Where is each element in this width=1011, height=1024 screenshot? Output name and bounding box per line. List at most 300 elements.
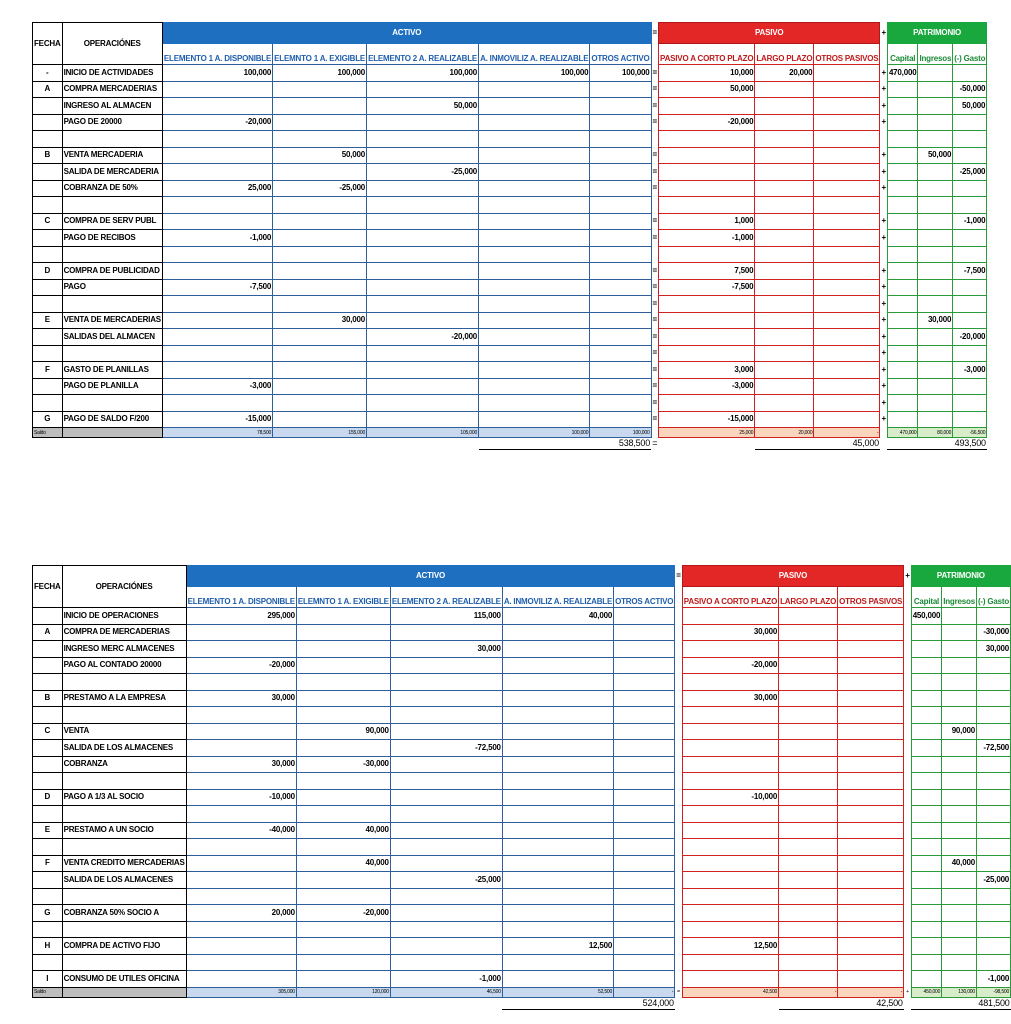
plus-sign	[904, 707, 911, 724]
activo-cell	[367, 296, 479, 313]
patrimonio-cell	[911, 855, 942, 872]
table-row	[33, 362, 987, 379]
patrimonio-cell	[887, 362, 918, 379]
plus-sign	[904, 855, 911, 872]
pasivo-cell: -3,000	[659, 378, 755, 395]
activo-cell	[296, 641, 390, 658]
operaciones-header: OPERACIÓNES	[62, 566, 186, 608]
patrimonio-cell	[976, 855, 1010, 872]
equals-sign: =	[652, 282, 658, 292]
activo-cell	[273, 329, 367, 346]
table-row	[33, 872, 1011, 889]
patrimonio-cell: 470,000	[887, 65, 918, 82]
operation-cell	[62, 806, 186, 823]
patrimonio-cell: -20,000	[953, 329, 987, 346]
activo-cell	[162, 329, 272, 346]
operation-cell: INGRESO AL ALMACEN	[62, 98, 162, 115]
patrimonio-cell	[942, 888, 977, 905]
patrimonio-cell	[976, 690, 1010, 707]
activo-cell	[502, 773, 613, 790]
activo-cell	[479, 312, 590, 329]
activo-cell	[502, 806, 613, 823]
table-row	[33, 345, 987, 362]
equals-sign: =	[652, 348, 658, 358]
activo-cell	[367, 279, 479, 296]
table-row	[33, 839, 1011, 856]
pasivo-cell	[838, 740, 904, 757]
fecha-cell	[33, 378, 63, 395]
pasivo-column-header: OTROS PASIVOS	[838, 587, 904, 608]
plus-sign	[880, 246, 887, 263]
saldo-label: Saldo	[33, 428, 63, 438]
patrimonio-cell	[976, 954, 1010, 971]
equals-sign: =	[676, 571, 681, 580]
activo-cell	[614, 608, 675, 625]
patrimonio-cell: -1,000	[953, 213, 987, 230]
fecha-cell	[33, 131, 63, 148]
table-row	[33, 905, 1011, 922]
activo-title: ACTIVO	[162, 23, 651, 44]
activo-cell	[502, 641, 613, 658]
activo-cell: -10,000	[186, 789, 296, 806]
equals-sign	[675, 773, 682, 790]
patrimonio-cell	[887, 213, 918, 230]
plus-sign: +	[881, 315, 886, 325]
activo-cell	[390, 723, 502, 740]
activo-cell	[162, 197, 272, 214]
equals-sign	[675, 756, 682, 773]
activo-cell	[590, 114, 651, 131]
activo-cell	[296, 690, 390, 707]
pasivo-cell	[779, 756, 838, 773]
pasivo-cell: 50,000	[659, 81, 755, 98]
table-row	[33, 230, 987, 247]
saldo-row	[33, 987, 1011, 997]
activo-cell	[502, 690, 613, 707]
pasivo-cell	[659, 329, 755, 346]
activo-cell	[273, 411, 367, 428]
activo-cell: 30,000	[390, 641, 502, 658]
equals-sign	[675, 997, 682, 1009]
table-row	[33, 822, 1011, 839]
patrimonio-column-header: Capital	[911, 587, 942, 608]
operation-cell: GASTO DE PLANILLAS	[62, 362, 162, 379]
activo-cell	[390, 789, 502, 806]
pasivo-cell	[814, 395, 880, 412]
activo-column-header: ELEMNTO 1 A. EXIGIBLE	[296, 587, 390, 608]
activo-cell	[162, 147, 272, 164]
activo-cell	[367, 312, 479, 329]
patrimonio-title: PATRIMONIO	[887, 23, 986, 44]
activo-cell	[614, 740, 675, 757]
equals-sign: =	[652, 84, 658, 94]
equals-sign	[675, 723, 682, 740]
activo-cell	[273, 263, 367, 280]
pasivo-cell	[682, 641, 778, 658]
pasivo-cell	[779, 740, 838, 757]
patrimonio-cell	[918, 345, 953, 362]
plus-sign	[904, 674, 911, 691]
patrimonio-cell	[976, 806, 1010, 823]
equals-sign: =	[652, 216, 658, 226]
table-row	[33, 263, 987, 280]
table-row	[33, 312, 987, 329]
plus-sign: +	[881, 331, 886, 341]
fecha-cell: F	[33, 362, 63, 379]
fecha-cell	[33, 279, 63, 296]
pasivo-cell	[814, 312, 880, 329]
pasivo-cell	[814, 263, 880, 280]
patrimonio-cell	[976, 905, 1010, 922]
pasivo-cell	[838, 707, 904, 724]
operation-cell	[62, 395, 162, 412]
activo-cell	[162, 263, 272, 280]
fecha-cell	[33, 773, 63, 790]
equals-sign: =	[652, 315, 658, 325]
patrimonio-cell	[942, 756, 977, 773]
patrimonio-cell	[918, 263, 953, 280]
operation-cell: COMPRA DE ACTIVO FIJO	[62, 938, 186, 955]
saldo-activo: 46,500	[390, 987, 502, 997]
operation-cell	[62, 197, 162, 214]
pasivo-cell: 3,000	[659, 362, 755, 379]
table-row	[33, 81, 987, 98]
equals-sign: =	[652, 150, 658, 160]
patrimonio-cell	[942, 905, 977, 922]
activo-title: ACTIVO	[186, 566, 675, 587]
patrimonio-cell	[887, 279, 918, 296]
activo-cell	[590, 131, 651, 148]
operation-cell	[62, 773, 186, 790]
activo-cell	[390, 690, 502, 707]
activo-cell	[273, 296, 367, 313]
pasivo-cell	[755, 114, 814, 131]
activo-cell	[273, 98, 367, 115]
activo-cell	[479, 395, 590, 412]
pasivo-cell	[838, 872, 904, 889]
plus-sign	[904, 690, 911, 707]
pasivo-cell: 7,500	[659, 263, 755, 280]
patrimonio-cell	[942, 641, 977, 658]
fecha-cell	[33, 888, 63, 905]
activo-cell	[186, 872, 296, 889]
table-row	[33, 888, 1011, 905]
pasivo-cell	[659, 345, 755, 362]
pasivo-cell	[659, 296, 755, 313]
activo-cell	[614, 756, 675, 773]
patrimonio-cell	[911, 954, 942, 971]
activo-cell	[479, 362, 590, 379]
operation-cell	[62, 246, 162, 263]
activo-total: 524,000	[502, 997, 674, 1009]
plus-sign: +	[881, 67, 886, 77]
fecha-cell	[33, 806, 63, 823]
activo-column-header: ELEMNTO 1 A. EXIGIBLE	[273, 44, 367, 65]
table-row	[33, 740, 1011, 757]
equals-sign: =	[652, 183, 658, 193]
activo-cell: 90,000	[296, 723, 390, 740]
patrimonio-cell	[887, 147, 918, 164]
ledger-table	[32, 22, 987, 450]
activo-cell	[502, 789, 613, 806]
plus-sign	[904, 921, 911, 938]
patrimonio-cell	[911, 839, 942, 856]
activo-column-header: ELEMENTO 1 A. DISPONIBLE	[162, 44, 272, 65]
pasivo-cell: 10,000	[659, 65, 755, 82]
activo-cell	[390, 806, 502, 823]
patrimonio-cell	[911, 690, 942, 707]
pasivo-cell: -20,000	[682, 657, 778, 674]
activo-cell	[186, 938, 296, 955]
activo-cell: -7,500	[162, 279, 272, 296]
table-row	[33, 147, 987, 164]
operation-cell	[62, 296, 162, 313]
patrimonio-cell	[953, 345, 987, 362]
activo-cell	[186, 855, 296, 872]
pasivo-cell	[779, 905, 838, 922]
patrimonio-cell: -1,000	[976, 971, 1010, 988]
pasivo-cell	[814, 114, 880, 131]
pasivo-cell	[779, 872, 838, 889]
pasivo-cell	[659, 197, 755, 214]
activo-cell: 40,000	[296, 822, 390, 839]
patrimonio-cell	[976, 707, 1010, 724]
spacer	[33, 997, 503, 1009]
pasivo-cell	[755, 296, 814, 313]
table-row	[33, 707, 1011, 724]
pasivo-cell	[755, 329, 814, 346]
activo-cell	[614, 822, 675, 839]
activo-cell	[186, 921, 296, 938]
pasivo-title: PASIVO	[659, 23, 880, 44]
table-row	[33, 98, 987, 115]
pasivo-cell	[779, 690, 838, 707]
activo-cell	[296, 773, 390, 790]
activo-cell	[296, 674, 390, 691]
equals-sign: =	[652, 265, 658, 275]
activo-cell	[296, 608, 390, 625]
equals-sign: =	[652, 414, 658, 424]
activo-cell	[273, 81, 367, 98]
patrimonio-cell	[942, 954, 977, 971]
patrimonio-cell	[942, 773, 977, 790]
saldo-label: Saldo	[33, 987, 63, 997]
activo-cell	[296, 888, 390, 905]
fecha-cell: C	[33, 213, 63, 230]
plus-sign: +	[881, 84, 886, 94]
patrimonio-cell	[953, 296, 987, 313]
pasivo-cell	[755, 197, 814, 214]
patrimonio-cell	[976, 888, 1010, 905]
patrimonio-cell	[953, 411, 987, 428]
pasivo-cell	[682, 839, 778, 856]
fecha-cell: C	[33, 723, 63, 740]
activo-cell	[186, 641, 296, 658]
fecha-cell	[33, 197, 63, 214]
saldo-pasivo: 20,000	[755, 428, 814, 438]
patrimonio-cell	[953, 378, 987, 395]
activo-cell: 100,000	[162, 65, 272, 82]
pasivo-cell	[838, 855, 904, 872]
pasivo-cell	[682, 954, 778, 971]
spacer	[682, 997, 778, 1009]
patrimonio-cell	[887, 98, 918, 115]
patrimonio-cell	[911, 888, 942, 905]
activo-cell: 40,000	[296, 855, 390, 872]
pasivo-cell	[779, 674, 838, 691]
pasivo-cell: 30,000	[682, 690, 778, 707]
patrimonio-column-header: Ingresos	[942, 587, 977, 608]
pasivo-cell	[838, 938, 904, 955]
operation-cell	[62, 345, 162, 362]
plus-sign: +	[881, 282, 886, 292]
patrimonio-cell	[918, 329, 953, 346]
pasivo-cell	[682, 872, 778, 889]
plus-sign	[880, 197, 887, 214]
activo-cell	[367, 81, 479, 98]
activo-cell	[273, 164, 367, 181]
patrimonio-cell	[976, 938, 1010, 955]
pasivo-cell	[755, 213, 814, 230]
pasivo-cell	[682, 674, 778, 691]
plus-sign: +	[881, 232, 886, 242]
pasivo-cell	[814, 378, 880, 395]
activo-cell	[296, 657, 390, 674]
activo-cell	[614, 888, 675, 905]
patrimonio-cell	[976, 608, 1010, 625]
table-row	[33, 723, 1011, 740]
patrimonio-cell	[911, 872, 942, 889]
activo-cell	[367, 246, 479, 263]
activo-cell	[390, 938, 502, 955]
activo-cell	[614, 806, 675, 823]
activo-cell: 30,000	[273, 312, 367, 329]
patrimonio-cell	[911, 921, 942, 938]
activo-cell	[162, 345, 272, 362]
activo-cell: 40,000	[502, 608, 613, 625]
patrimonio-cell	[887, 329, 918, 346]
pasivo-cell	[779, 954, 838, 971]
operation-cell: SALIDA DE MERCADERIA	[62, 164, 162, 181]
plus-sign: +	[881, 183, 886, 193]
patrimonio-cell	[918, 230, 953, 247]
patrimonio-cell	[976, 674, 1010, 691]
patrimonio-cell	[911, 740, 942, 757]
pasivo-cell	[838, 624, 904, 641]
pasivo-cell	[755, 411, 814, 428]
patrimonio-cell: -3,000	[953, 362, 987, 379]
equals-sign	[651, 131, 658, 148]
pasivo-cell	[682, 921, 778, 938]
activo-cell	[390, 773, 502, 790]
pasivo-cell	[755, 362, 814, 379]
equals-sign: =	[652, 67, 658, 77]
fecha-cell	[33, 296, 63, 313]
fecha-cell: G	[33, 411, 63, 428]
operation-cell: SALIDAS DEL ALMACEN	[62, 329, 162, 346]
patrimonio-cell: 90,000	[942, 723, 977, 740]
patrimonio-cell	[918, 279, 953, 296]
equals-sign	[675, 740, 682, 757]
activo-cell: -1,000	[390, 971, 502, 988]
plus-sign	[904, 723, 911, 740]
pasivo-cell	[838, 756, 904, 773]
equals-sign	[675, 872, 682, 889]
patrimonio-cell	[918, 65, 953, 82]
operation-cell: COMPRA DE SERV PUBL	[62, 213, 162, 230]
activo-cell	[273, 279, 367, 296]
equals-sign	[675, 938, 682, 955]
plus-sign	[904, 954, 911, 971]
saldo-activo: 52,500	[502, 987, 613, 997]
activo-column-header: ELEMENTO 1 A. DISPONIBLE	[186, 587, 296, 608]
pasivo-cell	[814, 131, 880, 148]
fecha-cell: D	[33, 263, 63, 280]
activo-cell	[502, 707, 613, 724]
plus-sign: +	[906, 989, 909, 995]
spacer	[651, 44, 658, 65]
saldo-activo: 120,000	[296, 987, 390, 997]
plus-sign	[904, 822, 911, 839]
pasivo-cell	[755, 147, 814, 164]
activo-cell	[590, 312, 651, 329]
spacer	[880, 438, 887, 450]
pasivo-cell	[838, 839, 904, 856]
pasivo-cell	[814, 65, 880, 82]
activo-cell	[367, 147, 479, 164]
fecha-cell	[33, 872, 63, 889]
plus-sign: +	[881, 117, 886, 127]
fecha-cell	[33, 230, 63, 247]
activo-cell	[390, 822, 502, 839]
activo-cell	[296, 954, 390, 971]
activo-cell	[614, 921, 675, 938]
balance-sheet-1	[32, 22, 986, 450]
activo-cell	[367, 411, 479, 428]
activo-cell	[273, 395, 367, 412]
patrimonio-cell	[976, 822, 1010, 839]
equals-sign	[675, 822, 682, 839]
equals-sign: =	[652, 166, 658, 176]
pasivo-cell: -7,500	[659, 279, 755, 296]
pasivo-cell	[682, 756, 778, 773]
table-row	[33, 279, 987, 296]
equals-sign: =	[652, 117, 658, 127]
equals-sign	[651, 428, 658, 438]
table-row	[33, 197, 987, 214]
operation-cell	[62, 921, 186, 938]
activo-cell	[273, 197, 367, 214]
operation-cell: COBRANZA 50% SOCIO A	[62, 905, 186, 922]
patrimonio-cell	[911, 773, 942, 790]
table-row	[33, 378, 987, 395]
activo-cell: -20,000	[162, 114, 272, 131]
patrimonio-cell	[953, 197, 987, 214]
patrimonio-cell	[911, 707, 942, 724]
activo-cell	[590, 230, 651, 247]
ledger-table	[32, 565, 1011, 1010]
fecha-cell	[33, 608, 63, 625]
patrimonio-cell	[918, 296, 953, 313]
activo-cell	[296, 740, 390, 757]
activo-cell	[162, 164, 272, 181]
activo-cell	[367, 114, 479, 131]
pasivo-cell: -15,000	[659, 411, 755, 428]
activo-cell	[367, 345, 479, 362]
pasivo-cell	[814, 362, 880, 379]
activo-cell	[614, 872, 675, 889]
plus-sign: +	[881, 414, 886, 424]
